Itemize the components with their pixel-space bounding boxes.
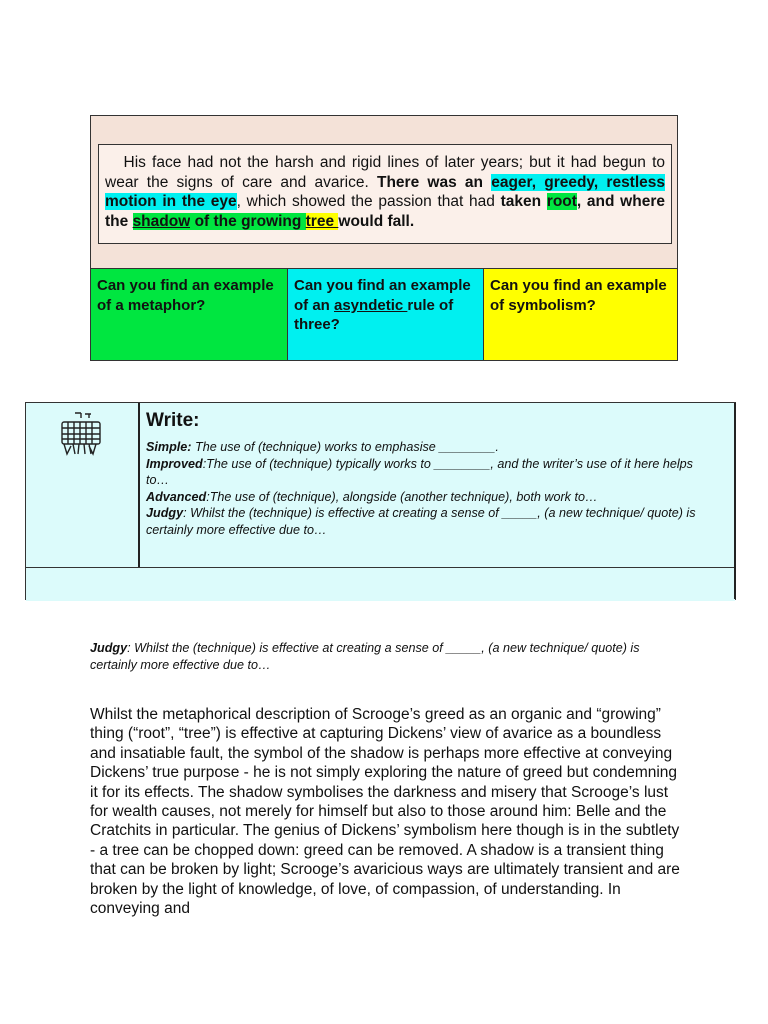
question-row — [90, 269, 678, 361]
quote-highlight-shadow: shadow — [132, 212, 191, 230]
write-table — [25, 402, 736, 600]
quote-highlight-root: root — [546, 193, 577, 211]
quote-part: There was an — [376, 173, 492, 191]
quote-part: , which showed the passion that had — [236, 193, 501, 211]
quote-part: taken — [500, 193, 547, 211]
question-asyndetic: Can you find an example of an asyndetic rule of three? — [287, 269, 483, 360]
quote-highlight-growing: of the growing — [190, 212, 306, 230]
quote-part: His face had not the harsh and rigid lines of later years; but it had begun to wear the signs of care and avarice. — [105, 154, 666, 191]
write-line-judgy: Judgy: Whilst the (technique) is effective at creating a sense of _____, (a new technique/ quote) is certainly more effective due to… — [146, 506, 696, 537]
quote-highlight-rule-of-three: eager, greedy, restless motion in the eye — [105, 173, 666, 211]
write-line-improved: Improved:The use of (technique) typically works to ________, and the writer’s use of it here helps to… — [146, 456, 693, 488]
write-line-advanced: Advanced:The use of (technique), alongside (another technique), both work to… — [146, 489, 598, 504]
judgy-sentence-starter: Judgy: Whilst the (technique) is effective at creating a sense of _____, (a new technique/ quote) is certainly more effective due to… — [90, 641, 640, 672]
quote-panel — [90, 115, 678, 269]
write-title: Write: — [146, 410, 200, 431]
write-empty-row — [26, 567, 735, 601]
write-icon-cell — [26, 403, 140, 567]
essay-paragraph: Whilst the metaphorical description of Scrooge’s greed as an organic and “growing” thing (“root”, “tree”) is effective at capturing Dickens’ view of avarice as a boundless and insatiable fault, the symbol of the shadow is perhaps more effective at conveying Dickens’ true purpose - he is not simply exploring the nature of greed but condemning it for its effects. The shadow symbolises the darkness and misery that Scrooge’s lust for wealth causes, not merely for himself but also to those around him: Belle and the Cratchits in particular. The genius of Dickens’ symbolism here though is in the subtlety - a tree can be chopped down: greed can be removed. A shadow is a transient thing that can be broken by light; Scrooge’s avaricious ways are ultimately transient and are broken by the light of knowledge, of love, of compassion, of understanding. In conveying and — [90, 706, 680, 918]
write-content — [146, 409, 716, 539]
question-metaphor: Can you find an example of a metaphor? — [91, 269, 287, 360]
table-edge — [734, 403, 736, 599]
quote-part: , and where the — [105, 193, 665, 230]
quote-part: would fall. — [338, 212, 415, 230]
quote-text — [98, 144, 672, 244]
write-line-simple: Simple: The use of (technique) works to emphasise ________. — [146, 440, 499, 454]
keyboard-hands-icon — [59, 411, 103, 457]
quote-highlight-tree: tree — [305, 212, 339, 230]
question-symbolism: Can you find an example of symbolism? — [483, 269, 677, 360]
